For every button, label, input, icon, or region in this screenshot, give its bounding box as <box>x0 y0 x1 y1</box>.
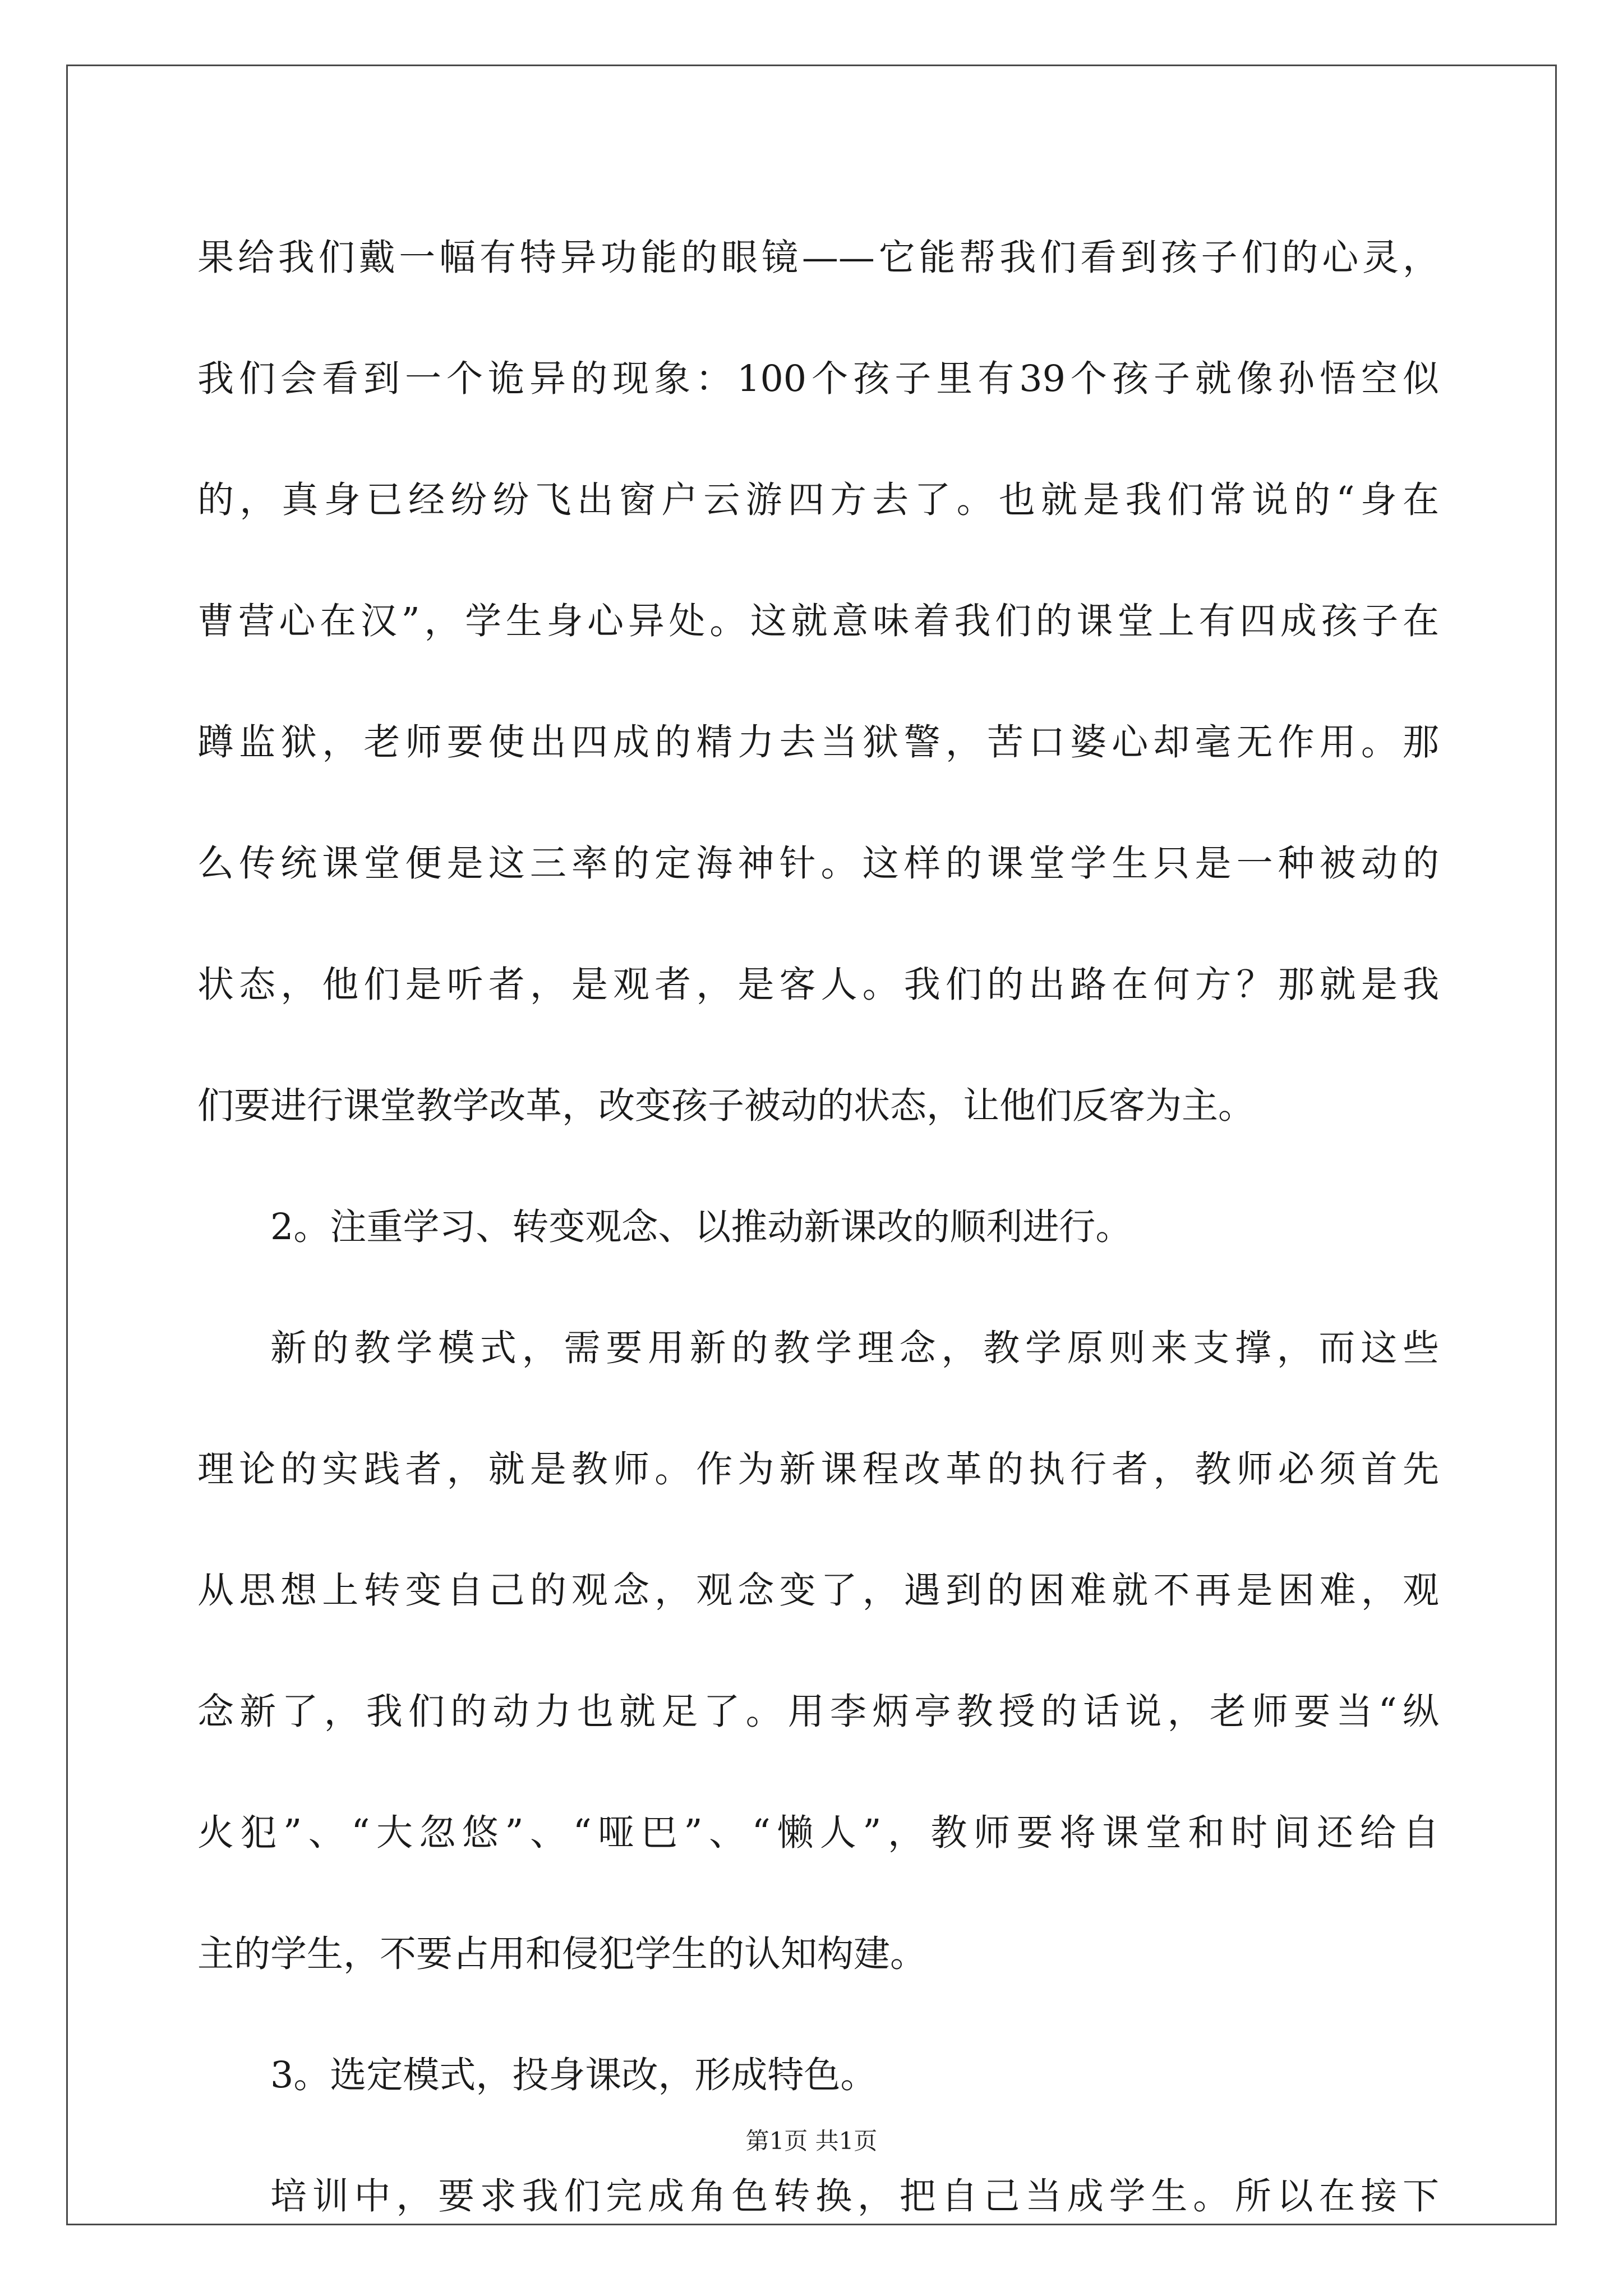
text-line: 新的教学模式，需要用新的教学理念，教学原则来支撑，而这些 <box>270 1327 1439 1369</box>
section-heading-3: 3。选定模式，投身课改，形成特色。 <box>270 2054 877 2096</box>
text-line: 主的学生，不要占用和侵犯学生的认知构建。 <box>197 1933 927 1975</box>
text-line: 理论的实践者，就是教师。作为新课程改革的执行者，教师必须首先 <box>197 1448 1439 1490</box>
text-line: 果给我们戴一幅有特异功能的眼镜——它能帮我们看到孩子们的心灵， <box>197 237 1439 279</box>
text-line: 从思想上转变自己的观念，观念变了，遇到的困难就不再是困难，观 <box>197 1570 1439 1612</box>
document-body <box>197 194 1439 2253</box>
text-line: 火犯”、“大忽悠”、“哑巴”、“懒人”，教师要将课堂和时间还给自 <box>197 1812 1439 1854</box>
page-footer: 第1页 共1页 <box>745 2127 878 2155</box>
text-line: 状态，他们是听者，是观者，是客人。我们的出路在何方？那就是我 <box>197 964 1439 1006</box>
text-line: 曹营心在汉”，学生身心异处。这就意味着我们的课堂上有四成孩子在 <box>197 600 1439 642</box>
section-heading-2: 2。注重学习、转变观念、以推动新课改的顺利进行。 <box>270 1206 1132 1248</box>
text-line: 么传统课堂便是这三率的定海神针。这样的课堂学生只是一种被动的 <box>197 843 1439 885</box>
text-line: 念新了，我们的动力也就足了。用李炳亭教授的话说，老师要当“纵 <box>197 1691 1439 1733</box>
text-line: 的，真身已经纷纷飞出窗户云游四方去了。也就是我们常说的“身在 <box>197 479 1439 521</box>
text-line: 培训中，要求我们完成角色转换，把自己当成学生。所以在接下 <box>270 2175 1439 2217</box>
text-line: 我们会看到一个诡异的现象：100个孩子里有39个孩子就像孙悟空似 <box>197 358 1439 400</box>
text-line: 蹲监狱，老师要使出四成的精力去当狱警，苦口婆心却毫无作用。那 <box>197 721 1439 763</box>
text-line: 们要进行课堂教学改革，改变孩子被动的状态，让他们反客为主。 <box>197 1085 1255 1127</box>
